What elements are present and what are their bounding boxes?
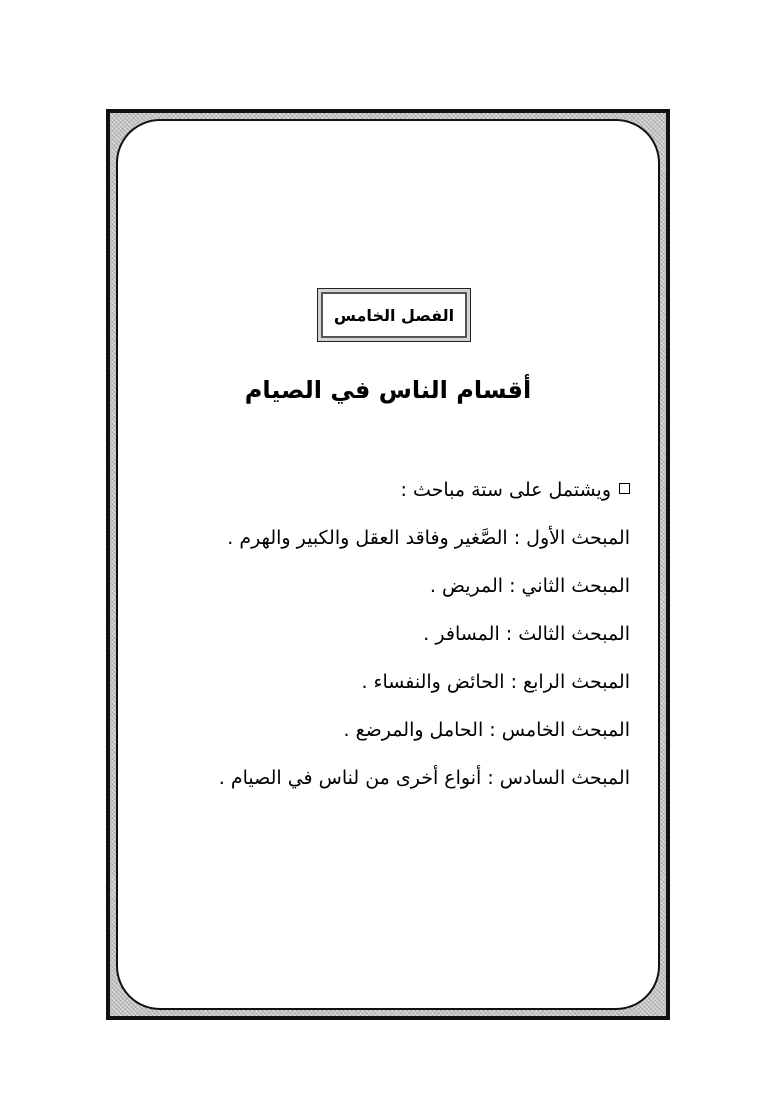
intro-text: ويشتمل على ستة مباحث : xyxy=(400,479,611,501)
page-inner-panel xyxy=(116,119,660,1010)
chapter-label-box xyxy=(317,288,471,342)
section-item-3: المبحث الثالث : المسافر . xyxy=(423,623,630,645)
chapter-label: الفصل الخامس xyxy=(321,292,467,338)
section-item-1: المبحث الأول : الصَّغير وفاقد العقل والكبير والهرم . xyxy=(227,527,630,549)
intro-line xyxy=(150,466,630,514)
section-item-5: المبحث الخامس : الحامل والمرضع . xyxy=(343,719,630,741)
section-list xyxy=(150,466,630,802)
section-item-6: المبحث السادس : أنواع أخرى من لناس في الصيام . xyxy=(218,767,630,789)
chapter-title: أقسام الناس في الصيام xyxy=(244,376,532,404)
square-bullet-icon xyxy=(619,483,630,494)
section-item-4: المبحث الرابع : الحائض والنفساء . xyxy=(361,671,630,693)
page-border-frame xyxy=(106,109,670,1020)
section-item-2: المبحث الثاني : المريض . xyxy=(429,575,630,597)
